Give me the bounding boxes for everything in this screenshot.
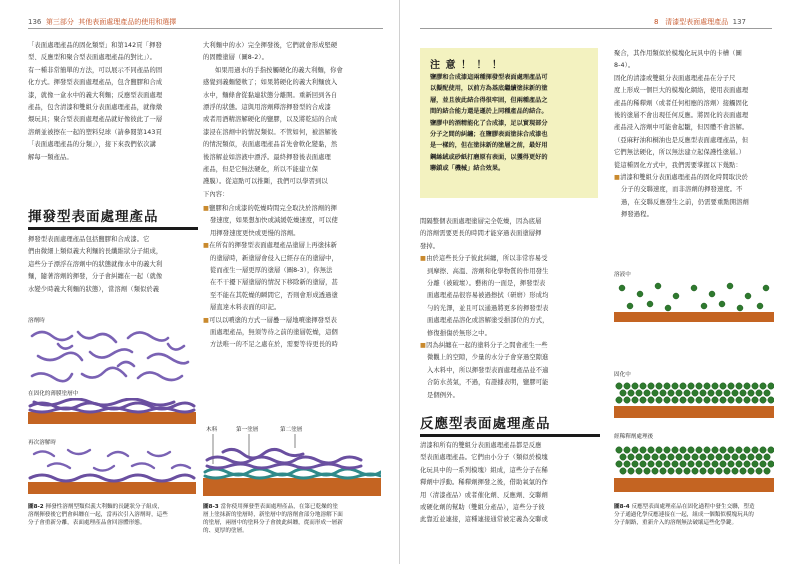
- text-line: 水中，麵條會從黏連狀態分離開。重新回到各自: [203, 91, 338, 99]
- text-line: 它們無法硬化，所以無法建立起保護性塗層。）: [614, 149, 746, 157]
- bullet-square-icon: ■: [420, 255, 427, 263]
- text-line: 產品的稀釋劑（或者任何相應的溶劑）接觸固化: [614, 99, 749, 107]
- text-line: 分子的交聯速度，而非溶劑的揮發速度。不: [621, 186, 743, 194]
- text-line: 的、更厚的塗層。: [203, 528, 248, 534]
- fig84-label-solution: 溶液中: [614, 272, 631, 278]
- text-line: 到摩擦、高溫、溶劑和化學物質的作用發生: [427, 267, 549, 275]
- fig83-label-wood: 木料: [206, 427, 218, 433]
- left-col1-intro: [28, 40, 198, 164]
- text-line: 後溶解並如溶液中漂浮。最終揮發後表面處理: [203, 153, 331, 161]
- text-line: 的塗層，兩層中的塗料分子會彼此糾纏，從而形成一層新: [203, 520, 343, 526]
- text-line: 鹽膠和合成漆這兩種揮發型表面處理產品可: [430, 74, 548, 81]
- bullet-item: [420, 253, 600, 340]
- text-line: 型、反應型和聚合型表面處理產品的對比」）。: [28, 54, 157, 62]
- text-line: 因為糾纏在一起的塗料分子之間會產生一些: [426, 342, 548, 350]
- right-col4-text: [614, 48, 774, 222]
- caption-number: 圖8-4: [614, 504, 630, 510]
- text-line: 型表面處理產品。它們由小分子（類似於模塊: [420, 454, 548, 462]
- page-gutter: [399, 0, 400, 564]
- text-line: 用揮發速度更快或更慢的溶劑。: [210, 229, 300, 237]
- text-line: 溶劑揮發後它們會糾纏在一起，當再次引入溶劑時，這些: [28, 512, 168, 518]
- text-line: 「表面處理產品的分類」），接下來我們依次講: [28, 141, 157, 149]
- wood-bar: [614, 478, 774, 492]
- text-line: 漆浸在溶劑中的情況類似。不管如何，被溶解後: [203, 128, 338, 136]
- text-line: 合防水蒸氣，不過，有證據表明，鹽膠可能: [427, 379, 549, 387]
- text-line: 麵，隨著溶劑的揮發，分子會糾纏在一起（就像: [28, 273, 163, 281]
- text-line: 漆，就像一盒水中的義大利麵；反應型表面處理: [28, 91, 163, 99]
- section-title-reactive: 反應型表面處理產品: [420, 416, 551, 432]
- text-line: 層直達木料表面的印記。: [210, 304, 281, 312]
- text-line: 分離（被破壞）。藝術的一面是，揮發型表: [427, 280, 546, 288]
- text-line: 分子會重新分離，表面處理產品會回溶體形態。: [28, 520, 146, 526]
- fig82-caption: [28, 503, 200, 527]
- text-line: 層，並且彼此結合得很牢固，但兩種產品之: [430, 96, 548, 104]
- text-line: 鹽膠中的酒精能化了合成漆，足以實現部分: [430, 119, 548, 127]
- text-line: 勻的光澤，並且可以通過將更多的揮發型表: [427, 304, 549, 312]
- fig82-label-solvent: 溶劑時: [28, 318, 45, 324]
- text-line: 微觀上的空隙，少量的水分子會穿過空隙進: [427, 354, 549, 362]
- text-line: 溶劑並被擦在一起的塑料兒球（請參閱第143頁: [28, 128, 162, 136]
- text-line: 感覺到義麵變軟了；如果將硬化的義大利麵放入: [203, 79, 338, 87]
- fig84-network-after-thinner: [614, 442, 774, 494]
- note-title: 注 意 ！ ！ ！: [430, 60, 503, 71]
- right-page-header: [654, 17, 746, 27]
- section-title-evaporative: 揮發型表面處理產品: [28, 209, 159, 225]
- left-col2-text: [203, 40, 381, 201]
- bullet-square-icon: ■: [614, 174, 621, 182]
- text-line: 入木料中，所以揮發型表面處理產品並不適: [427, 366, 549, 374]
- text-line: 8-4）。: [614, 62, 635, 70]
- text-line: 聚合，其作用類似於模塊化玩具中的卡槽（圖: [614, 50, 742, 57]
- text-line: 這些分子漂浮在溶劑中的狀態就像水中的義大利: [28, 260, 163, 268]
- note-box: [420, 48, 598, 198]
- text-line: 解每一類產品。: [28, 153, 73, 161]
- left-col1-section: [28, 234, 198, 296]
- text-line: 可以以噴塗的方式一層疊一層地噴塗揮發型表: [209, 316, 337, 324]
- text-line: 後的塗層不會出現任何反應。將固化的表面處理: [614, 112, 749, 120]
- text-line: 化方式。揮發型表面處理產品，包含鹽膠和合成: [28, 79, 163, 87]
- text-line: 修復損傷於無形之中。: [427, 329, 491, 337]
- text-line: 聯鎖或「機械」結合效果。: [430, 165, 505, 173]
- right-chapter-number: 8: [654, 18, 659, 26]
- section-title-rule: [420, 434, 600, 437]
- text-line: 大利麵中的水）完全揮發後，它們就會形成堅硬: [203, 42, 338, 49]
- text-line: 的溶劑需要更長的時間才能穿過表面塗層揮: [420, 230, 542, 238]
- text-line: 反應型表面處理產品在固化過程中發生交聯，塑造: [631, 504, 755, 510]
- text-line: 清漆和所有的雙組分表面處理產品都是反應: [420, 442, 542, 449]
- text-line: 的固體塗層（圖8-2）。: [203, 54, 269, 62]
- text-line: 在所有的揮發型表面處理產品塗層上再塗抹新: [209, 242, 337, 250]
- text-line: 或硬化劑的幫助（雙組分產品），這些分子彼: [420, 504, 545, 512]
- bullet-item: [614, 172, 774, 222]
- text-line: 煨玩具；聚合型表面處理產品就好像彼此了一層: [28, 116, 163, 124]
- left-col2-bullets: [203, 203, 381, 352]
- fig84-label-curing: 固化中: [614, 372, 631, 378]
- wood-bar: [28, 482, 196, 494]
- fig83-label-coat1: 第一塗層: [236, 427, 259, 433]
- left-page-number: 136: [28, 18, 42, 26]
- text-line: 當你使用揮發型表面處理產品，在第已乾燥的塗: [220, 504, 338, 510]
- left-part-title: 其他表面處理產品的使用和選擇: [78, 18, 177, 26]
- wood-bar: [614, 312, 774, 322]
- text-line: 此靠近並連接，這種連接通常被定義為交聯或: [420, 516, 548, 524]
- text-line: 揮發過程。: [621, 211, 653, 219]
- text-line: 有一種非常簡單的方法，可以展示不同產品的固: [28, 66, 163, 74]
- text-line: 的塗層時，新塗層會侵入已經存在的塗層中，: [210, 254, 338, 262]
- text-line: 從而產生一層更厚的塗層（圖8-3），你無法: [210, 267, 333, 275]
- text-line: 護膜）。從這點可以推斷，我們可以學習到以: [203, 178, 328, 186]
- text-line: 鹽膠和合成漆的乾燥時間完全取決於溶劑的揮: [209, 205, 337, 212]
- text-line: 水變少時義大利麵的狀態），當溶劑（類似於義: [28, 285, 160, 293]
- text-line: 揮發型表面處理產品包括鹽膠和合成漆。它: [28, 236, 150, 243]
- right-col3-section: [420, 440, 600, 527]
- text-line: 層上塗抹新的塗層時，新塗層中的溶劑會部分地溶解下面: [203, 512, 343, 518]
- text-line: 清漆和雙組分表面處理產品的固化時間取決於: [620, 174, 748, 182]
- text-line: 用（清漆產品）或者催化劑、反應劑、交聯劑: [420, 491, 548, 499]
- text-line: 下內容：: [203, 190, 229, 198]
- fig84-caption: [614, 503, 776, 527]
- text-line: 的情況類似，表面處理產品首先會軟化變黏，然: [203, 141, 338, 149]
- bullet-item: [203, 240, 381, 314]
- caption-number: 圖8-3: [203, 504, 219, 510]
- fig82-strands-in-solvent: [28, 326, 196, 388]
- text-line: 產品，包含清漆和雙組分表面處理產品，就像燉: [28, 104, 163, 112]
- text-line: 面處理產品很容易被過擦拭（研磨）形成均: [427, 292, 549, 300]
- text-line: 分子通過化學反應連接在一起，組成一個類似模塊玩具的: [614, 512, 754, 518]
- text-line: 或者用酒精溶解硬化的鹽膠，以及將乾結的合成: [203, 116, 338, 124]
- right-header-rule: [420, 28, 772, 29]
- fig84-beads-in-solution: [614, 280, 774, 322]
- text-line: 產品，但是它無法硬化，所以不能建立保: [203, 166, 319, 174]
- text-line: 「表面處理產品的固化類型」和第142頁「揮發: [28, 42, 162, 49]
- bullet-square-icon: ■: [203, 242, 210, 250]
- fig84-cured-network: [614, 380, 774, 420]
- fig82-cured-film: [28, 398, 196, 424]
- fig83-caption: [203, 503, 381, 535]
- text-line: 間的結合能力還是遜於上同種產品的結合。: [430, 108, 548, 116]
- text-line: 是個例外。: [427, 391, 459, 399]
- text-line: 是一樣的，但在塗抹新的塗層之前，最好用: [430, 142, 548, 150]
- text-line: 們由微細上類似義大利麵的長纖維狀分子組成，: [28, 248, 163, 256]
- text-line: 面處理產品溶化或溶解塗受損部位的方式，: [427, 317, 549, 325]
- wood-bar: [614, 406, 774, 418]
- text-line: 產品浸入溶劑中可能會起皺，但因體不會溶解。: [614, 124, 749, 132]
- text-line: 發速度，如果想加快或減緩乾燥速度，可以使: [210, 217, 338, 225]
- wood-bar: [28, 412, 196, 424]
- text-line: 方法唯一的不足之處在於，需要等待更長的時: [210, 341, 338, 349]
- right-page-number: 137: [732, 18, 746, 26]
- wood-bar: [203, 478, 381, 496]
- caption-number: 圖8-2: [28, 504, 44, 510]
- text-line: 固化的清漆或雙組分表面處理產品在分子尺: [614, 74, 736, 82]
- text-line: 揮發性溶劑型類似義大利麵的長鏈狀分子組成，: [45, 504, 163, 510]
- left-page-header: [28, 17, 176, 27]
- note-body: [430, 72, 592, 175]
- text-line: 鋼絲絨或砂紙打磨原有表面，以獲得更好的: [430, 153, 548, 161]
- text-line: 分子之間的糾纏；在鹽膠表面塗抹合成漆也: [430, 131, 548, 139]
- text-line: 由於這些長分子彼此糾纏，所以非常容易受: [426, 255, 548, 263]
- fig82-redissolved-film: [28, 446, 196, 494]
- left-part-label: 第三部分: [45, 18, 74, 26]
- text-line: 度上形成一個巨大的模塊化網絡，使用表面處理: [614, 87, 749, 95]
- fig82-label-redissolved: 再次溶解時: [28, 440, 56, 446]
- text-line: 在不干擾下層塗層的情況下移除新的塗層，甚: [210, 279, 338, 287]
- bullet-square-icon: ■: [203, 205, 210, 212]
- fig83-label-coat2: 第二塗層: [280, 427, 303, 433]
- right-col3-text: [420, 216, 600, 402]
- text-line: 釋劑中浮動。稀釋劑揮發之後，借助氧氣的作: [420, 479, 548, 487]
- text-line: 以擬配使用，以前方為基底繼續塗抹新的塗: [430, 85, 548, 93]
- text-line: 間隔整個表面處理塗層完全乾燥，因為底層: [420, 218, 542, 225]
- bullet-item: [203, 203, 381, 240]
- section-title-rule: [28, 227, 198, 230]
- right-chapter-title: 清漆型表面處理產品: [665, 18, 729, 26]
- fig84-label-after-thinner: 經稀釋劑處理後: [614, 434, 654, 440]
- fig82-label-cured: 在固化的薄膜塗層中: [28, 391, 79, 397]
- bullet-square-icon: ■: [203, 316, 210, 324]
- text-line: （亞麻籽油和桐油也是反應型表面處理產品，但: [614, 136, 749, 144]
- text-line: 過，在交聯反應發生之前，仍需要重點開溶劑: [621, 198, 749, 206]
- bullet-item: [420, 340, 600, 402]
- text-line: 發掉。: [420, 242, 440, 250]
- text-line: 如果用過水的手指按觸硬化的義大利麵，你會: [215, 66, 343, 74]
- fig83-coat-layers: [203, 434, 381, 496]
- text-line: 化玩具中的一系列模塊）組成，這些分子在稀: [420, 466, 548, 474]
- left-header-rule: [28, 28, 383, 29]
- text-line: 漂浮的狀態。這與用溶劑釋溶揮發型的合成漆: [203, 104, 331, 112]
- text-line: 從這種固化方式中，我們需要掌握以下幾點：: [614, 161, 742, 169]
- text-line: 分子網路，重新介入的溶劑無法破壞這些化學鍵。: [614, 520, 738, 526]
- text-line: 面處理產品，無須等待之前的塗層乾燥，這個: [210, 329, 338, 337]
- bullet-square-icon: ■: [420, 342, 427, 350]
- text-line: 至不能在其乾燥的瞬間它，否則會形成透過塗: [210, 291, 338, 299]
- bullet-item: [203, 315, 381, 352]
